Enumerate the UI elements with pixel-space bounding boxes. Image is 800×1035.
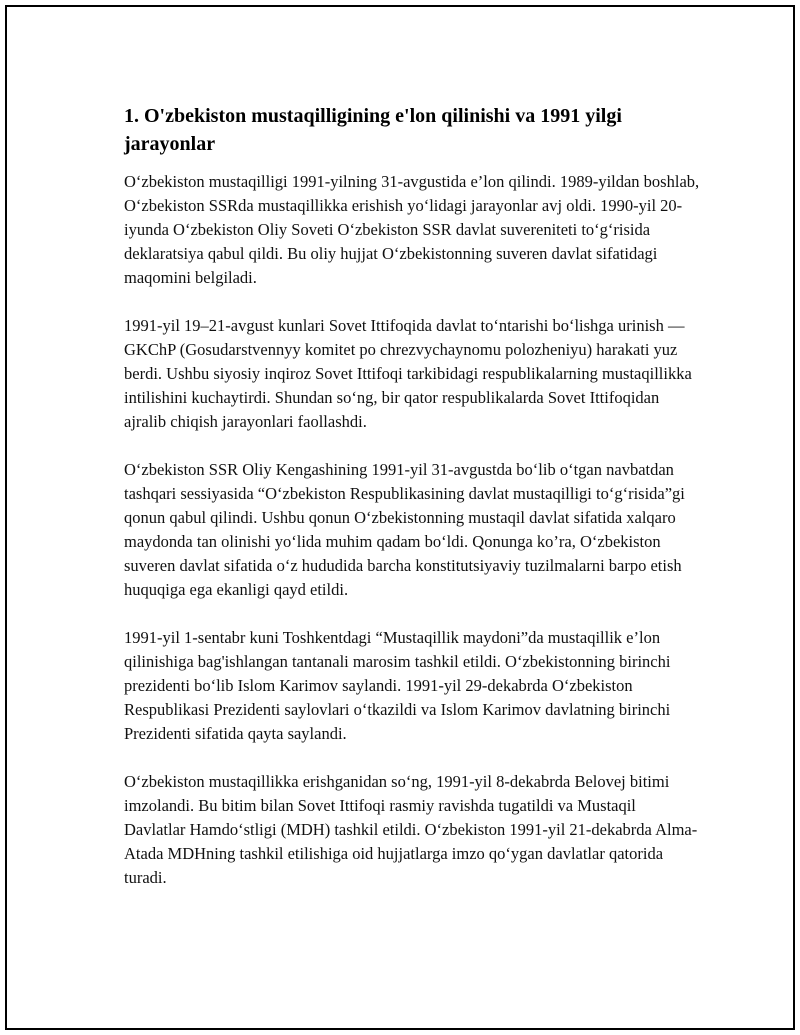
- document-body: [124, 102, 700, 914]
- paragraph-5: O‘zbekiston mustaqillikka erishganidan so‘ng, 1991-yil 8-dekabrda Belovej bitimi imzolandi. Bu bitim bilan Sovet Ittifoqi rasmiy ravishda tugatildi va Mustaqil Davlatlar Hamdo‘stligi (MDH) tashkil etildi. O‘zbekiston 1991-yil 21-dekabrda Alma-Atada MDHning tashkil etilishiga oid hujjatlarga imzo qo‘ygan davlatlar qatorida turadi.: [124, 772, 698, 887]
- section-title: 1. O'zbekiston mustaqilligining e'lon qilinishi va 1991 yilgi jarayonlar: [124, 105, 622, 155]
- paragraph-3: O‘zbekiston SSR Oliy Kengashining 1991-yil 31-avgustda bo‘lib o‘tgan navbatdan tashqari sessiyasida “O‘zbekiston Respublikasining davlat mustaqilligi to‘g‘risida”gi qonun qabul qilindi. Ushbu qonun O‘zbekistonning mustaqil davlat sifatida xalqaro maydonda tan olinishi yo‘lida muhim qadam bo‘ldi. Qonunga ko’ra, O‘zbekiston suveren davlat sifatida o‘z hududida barcha konstitutsiyaviy tuzilmalarni barpo etish huquqiga ega ekanligi qayd etildi.: [124, 460, 685, 599]
- page-frame: [5, 5, 795, 1030]
- paragraph-1: O‘zbekiston mustaqilligi 1991-yilning 31-avgustida e’lon qilindi. 1989-yildan boshlab, O‘zbekiston SSRda mustaqillikka erishish yo‘lidagi jarayonlar avj oldi. 1990-yil 20-iyunda O‘zbekiston Oliy Soveti O‘zbekiston SSR davlat suvereniteti to‘g‘risida deklaratsiya qabul qildi. Bu oliy hujjat O‘zbekistonning suveren davlat sifatidagi maqomini belgiladi.: [124, 172, 700, 287]
- paragraph-4: 1991-yil 1-sentabr kuni Toshkentdagi “Mustaqillik maydoni”da mustaqillik e’lon qilinishiga bag'ishlangan tantanali marosim tashkil etildi. O‘zbekistonning birinchi prezidenti bo‘lib Islom Karimov saylandi. 1991-yil 29-dekabrda O‘zbekiston Respublikasi Prezidenti saylovlari o‘tkazildi va Islom Karimov davlatning birinchi Prezidenti sifatida qayta saylandi.: [124, 628, 671, 743]
- paragraph-2: 1991-yil 19–21-avgust kunlari Sovet Ittifoqida davlat to‘ntarishi bo‘lishga urinish — GKChP (Gosudarstvennyy komitet po chrezvychaynomu polozheniyu) harakati yuz berdi. Ushbu siyosiy inqiroz Sovet Ittifoqi tarkibidagi respublikalarning mustaqillikka intilishini kuchaytirdi. Shundan so‘ng, bir qator respublikalarda Sovet Ittifoqidan ajralib chiqish jarayonlari faollashdi.: [124, 316, 692, 431]
